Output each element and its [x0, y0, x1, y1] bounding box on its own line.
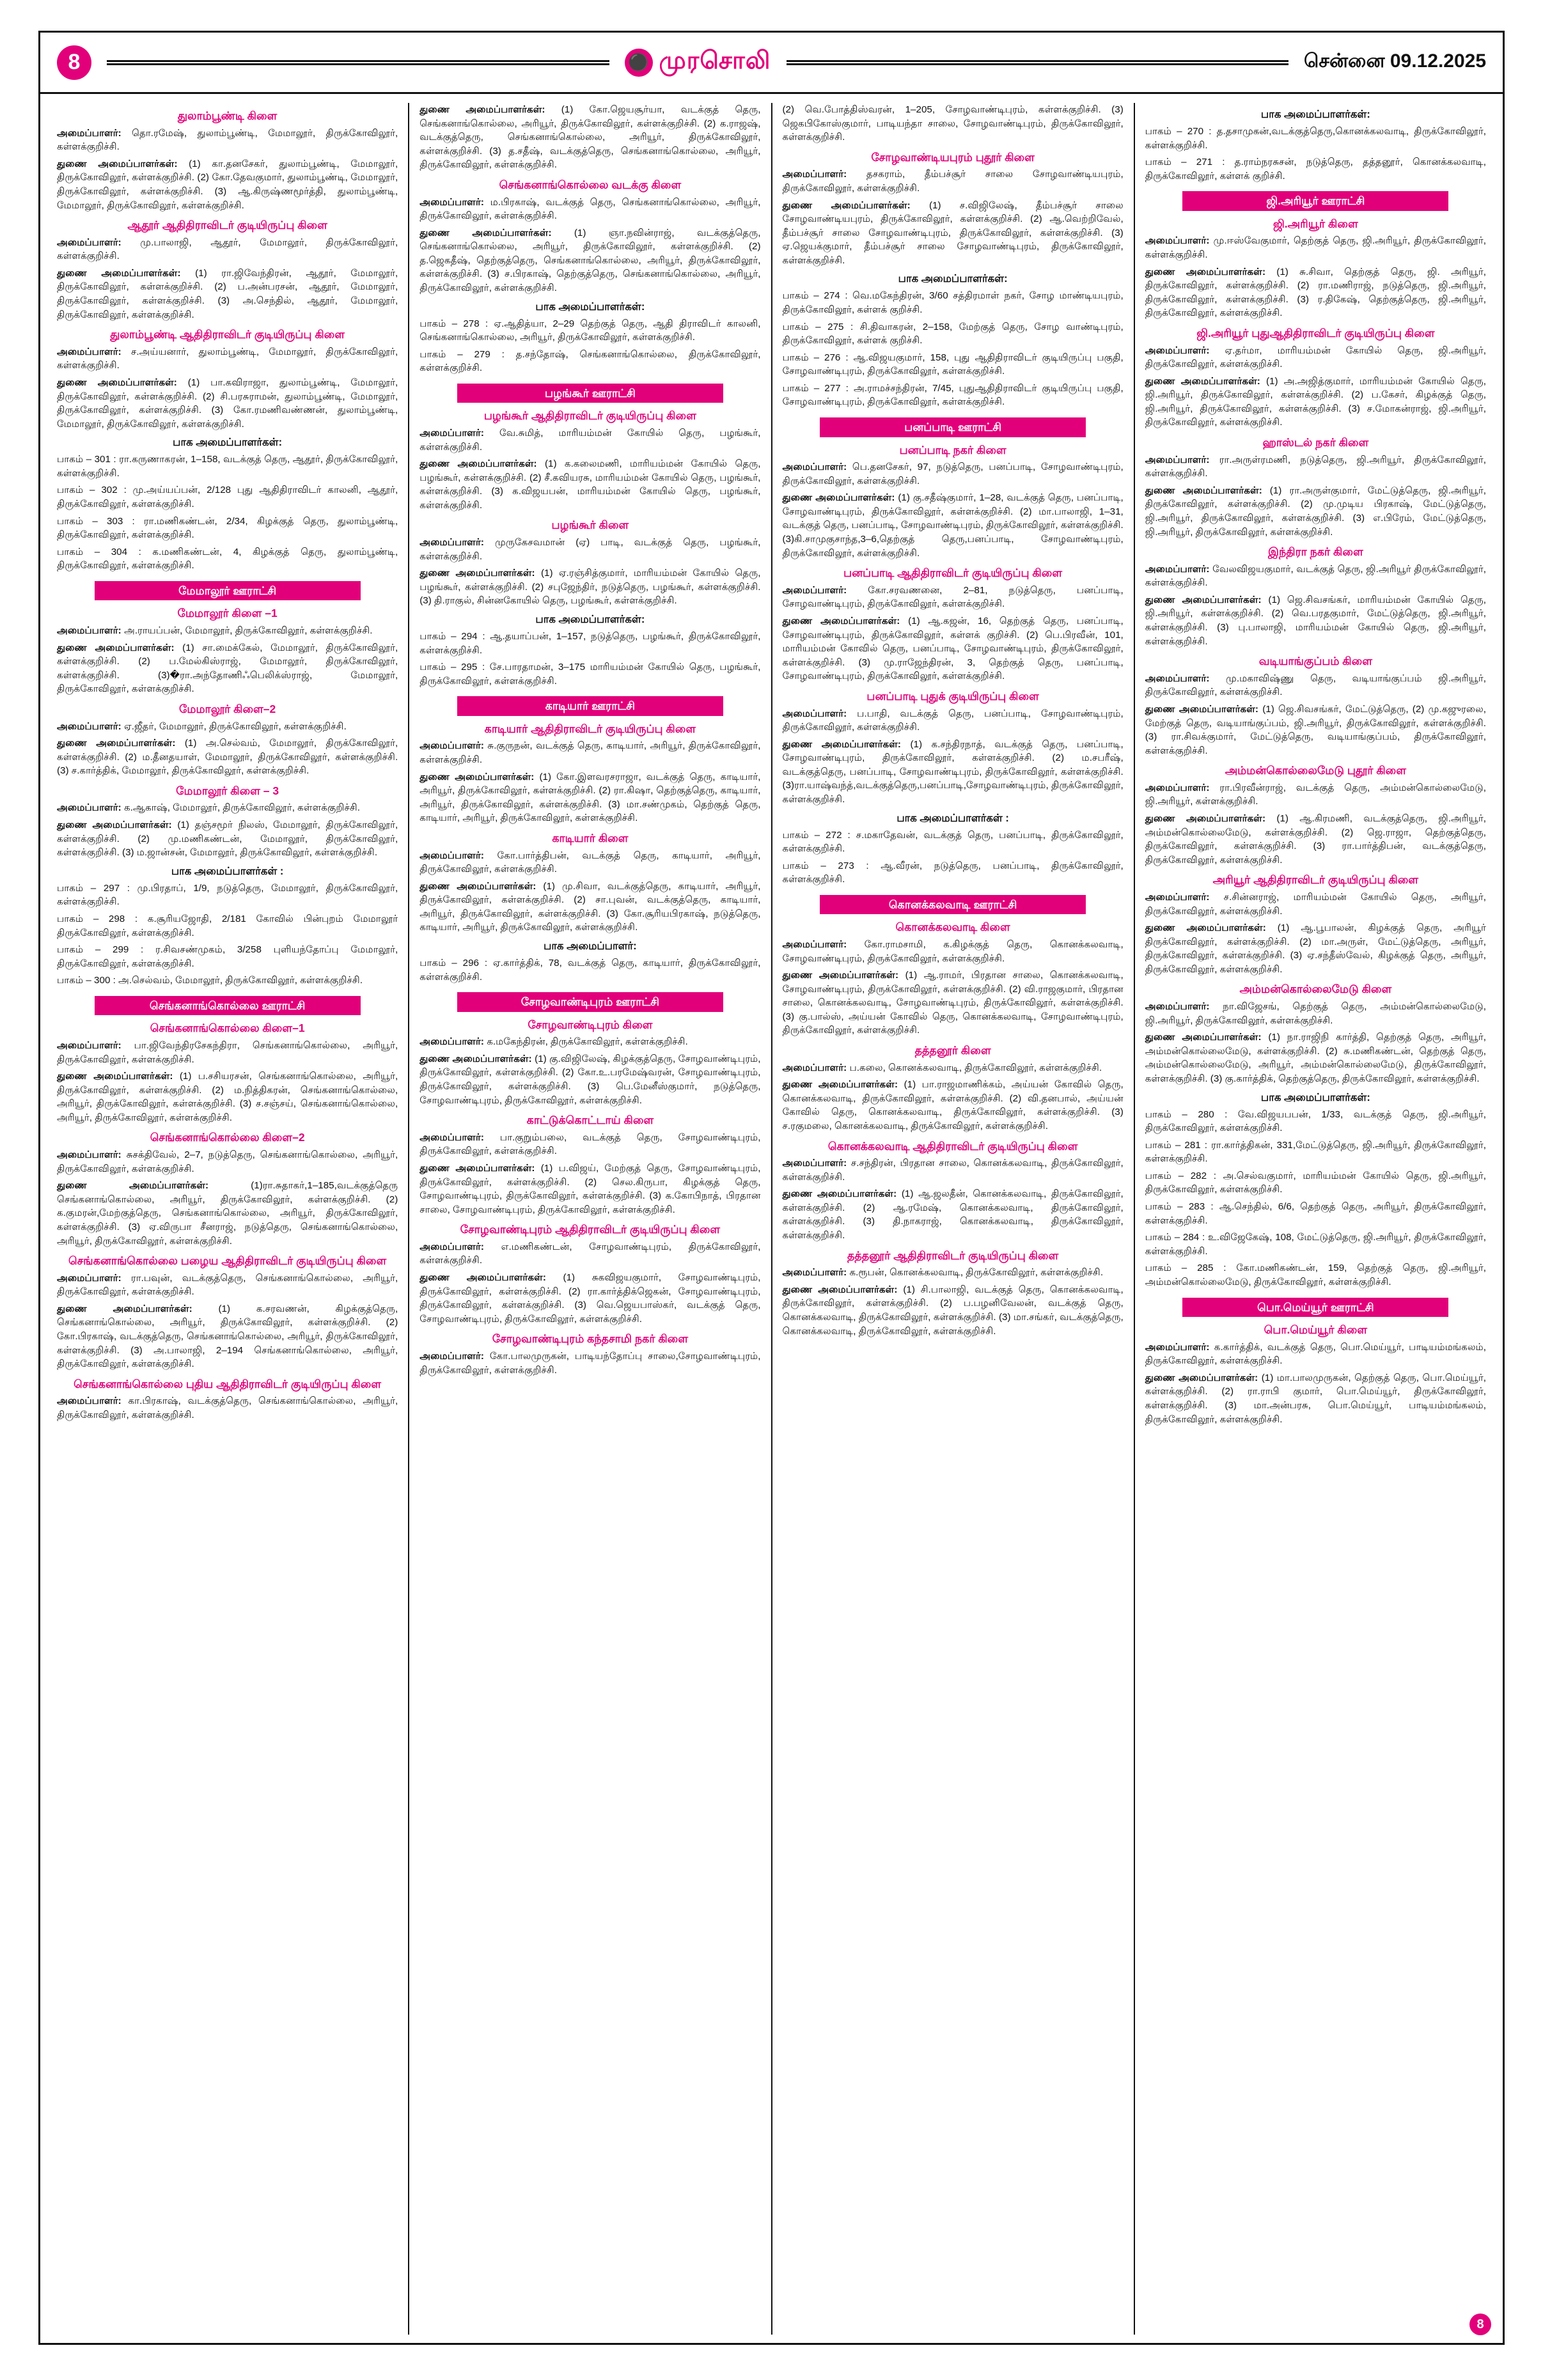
- panchayat-heading: செங்கனாங்கொல்லை ஊராட்சி: [95, 996, 361, 1016]
- branch-heading: பழங்கூர் ஆதிதிராவிடர் குடியிருப்பு கிளை: [483, 409, 696, 423]
- branch-heading: தத்தனூர் ஆதிதிராவிடர் குடியிருப்பு கிளை: [847, 1248, 1059, 1262]
- branch-heading: ஜி.அரியூர் கிளை: [1273, 217, 1358, 230]
- section-subheading: பாக அமைப்பாளர்கள்:: [173, 437, 283, 449]
- body-paragraph: துணை அமைப்பாளர்கள்: (1) மு.சிவா, வடக்குத்தெரு, காடியார், அரியூர், திருக்கோவிலூர், கள்ளக்குறிச்சி. (2) சா.புவன், வடக்குத்தெரு, காடியார், அரியூர், திருக்கோவிலூர், கள்ளக்குறிச்சி. (3) கோ.சூரியபிரகாஷ், நடுத்தெரு, காடியார், அரியூர், திருக்கோவிலூர், கள்ளக்குறிச்சி.: [419, 880, 761, 933]
- body-paragraph: அமைப்பாளர்: ச.சந்திரன், பிரதான சாலை, கொனக்கலவாடி, திருக்கோவிலூர், கள்ளக்குறிச்சி.: [782, 1158, 1124, 1183]
- body-paragraph: துணை அமைப்பாளர்கள்: (1) பா.ராஜமாணிக்கம், அய்யன் கோவில் தெரு, கொனக்கலவாடி, திருக்கோவிலூர், கள்ளக்குறிச்சி. (2) வி.தனபால், அய்யன் கோவில் தெரு, கொனக்கலவாடி, திருக்கோவிலூர், கள்ளக்குறிச்சி. (3) ச.ரகுமலை, கொனக்கலவாடி, திருக்கோவிலூர், கள்ளக்குறிச்சி.: [782, 1079, 1124, 1132]
- body-paragraph: அமைப்பாளர்: க.கார்த்திக், வடக்குத் தெரு, பொ.மெய்யூர், பாடியம்மங்கலம், திருக்கோவிலூர், கள்ளக்குறிச்சி.: [1145, 1341, 1486, 1367]
- panchayat-heading: கொனக்கலவாடி ஊராட்சி: [820, 895, 1086, 915]
- branch-heading: ஆதூர் ஆதிதிராவிடர் குடியிருப்பு கிளை: [127, 219, 327, 232]
- body-paragraph: துணை அமைப்பாளர்கள்: (1) ஞா.நவின்ராஜ், வடக்குத்தெரு, செங்கனாங்கொல்லை, அரியூர், திருக்கோவிலூர், கள்ளக்குறிச்சி. (2) த.ஜெகதீஷ், தெற்குத்தெரு, செங்கனாங்கொல்லை, அரியூர், திருக்கோவிலூர், கள்ளக்குறிச்சி. (3) ச.பிரகாஷ், தெற்குத்தெரு, செங்கனாங்கொல்லை, அரியூர், திருக்கோவிலூர், கள்ளக்குறிச்சி.: [419, 227, 761, 293]
- body-paragraph: துணை அமைப்பாளர்கள்: (1) சா.மைக்கேல், மேமாலூர், திருக்கோவிலூர், கள்ளக்குறிச்சி. (2) ப.மேல்கிஸ்ராஜ், மேமாலூர், திருக்கோவிலூர், கள்ளக்குறிச்சி. (3)�ரா.அந்தோணிஃபெலிக்ஸ்ராஜ், மேமாலூர், திருக்கோவிலூர், கள்ளக்குறிச்சி.: [57, 642, 398, 695]
- footer-page-number: 8: [1469, 2314, 1491, 2335]
- body-paragraph: பாகம் – 275 : சி.திவாகரன், 2–158, மேற்குத் தெரு, சோழ வாண்டிபுரம், திருக்கோவிலூர், கள்ளக் குறிச்சி.: [782, 321, 1124, 346]
- branch-heading: செங்கனாங்கொல்லை கிளை–1: [150, 1022, 305, 1035]
- section-subheading: பாக அமைப்பாளர்கள் :: [897, 812, 1009, 824]
- branch-heading: அம்மன்கொல்லைமேடு புதூர் கிளை: [1225, 764, 1407, 777]
- section-subheading: பாக அமைப்பாளர்கள்:: [898, 273, 1008, 285]
- body-paragraph: துணை அமைப்பாளர்கள்: (1) க.சரவணன், கிழக்குத்தெரு, செங்கனாங்கொல்லை, அரியூர், திருக்கோவிலூர், கள்ளக்குறிச்சி. (2) கோ.பிரகாஷ், வடக்குத்தெரு, செங்கனாங்கொல்லை, அரியூர், திருக்கோவிலூர், கள்ளக்குறிச்சி. (3) அ.பாலாஜி, 2–194 செங்கனாங்கொல்லை, அரியூர், திருக்கோவிலூர், கள்ளக்குறிச்சி.: [57, 1303, 398, 1370]
- body-paragraph: பாகம் – 285 : கோ.மணிகண்டன், 159, தெற்குத் தெரு, ஜி.அரியூர், அம்மன்கொல்லைமேடு, திருக்கோவிலூர், கள்ளக்குறிச்சி.: [1145, 1263, 1486, 1287]
- branch-heading: அரியூர் ஆதிதிராவிடர் குடியிருப்பு கிளை: [1212, 873, 1419, 887]
- column-3: [771, 103, 1134, 2335]
- body-paragraph: துணை அமைப்பாளர்கள்: (1) கோ.இளவரசராஜா, வடக்குத் தெரு, காடியார், அரியூர், திருக்கோவிலூர், கள்ளக்குறிச்சி. (2) ரா.கிஷா, தெற்குத்தெரு, காடியார், அரியூர், திருக்கோவிலூர், கள்ளக்குறிச்சி. (3) மா.சண்முகம், தெற்குத் தெரு, காடியார், அரியூர், திருக்கோவிலூர், கள்ளக்குறிச்சி.: [419, 771, 761, 824]
- body-paragraph: பாகம் – 281 : ரா.கார்த்திகன், 331,மேட்டுத்தெரு, ஜி.அரியூர், திருக்கோவிலூர், கள்ளக்குறிச்சி.: [1145, 1139, 1486, 1165]
- body-paragraph: அமைப்பாளர்: ச.சின்னராஜ், மாரியம்மன் கோயில் தெரு, அரியூர், திருக்கோவிலூர், கள்ளக்குறிச்சி.: [1145, 892, 1486, 917]
- body-paragraph: அமைப்பாளர்: கோ.பார்த்திபன், வடக்குத் தெரு, காடியார், அரியூர், திருக்கோவிலூர், கள்ளக்குறிச்சி.: [419, 850, 761, 875]
- body-paragraph: துணை அமைப்பாளர்கள்: (1) சு.சிவா, தெற்குத் தெரு, ஜி. அரியூர், திருக்கோவிலூர், கள்ளக்குறிச்சி. (2) ரா.மணிராஜ், நடுத்தெரு, ஜி.அரியூர், திருக்கோவிலூர், கள்ளக்குறிச்சி. (3) ர.திகேஷ், தெற்குத்தெரு, ஜி.அரியூர், திருக்கோவிலூர், கள்ளக்குறிச்சி.: [1145, 266, 1486, 319]
- body-paragraph: பாகம் – 284 : உ.விஜேகேஷ், 108, மேட்டுத்தெரு, ஜி.அரியூர், திருக்கோவிலூர், கள்ளக்குறிச்சி.: [1145, 1232, 1486, 1257]
- branch-heading: ஜி.அரியூர் புதுஆதிதிராவிடர் குடியிருப்பு கிளை: [1196, 326, 1435, 339]
- page-number-badge: 8: [57, 45, 91, 80]
- section-subheading: பாக அமைப்பாளர்கள்:: [1260, 1091, 1370, 1103]
- body-paragraph: அமைப்பாளர்: அ.ராயப்பன், மேமாலூர், திருக்கோவிலூர், கள்ளக்குறிச்சி.: [57, 625, 373, 637]
- body-paragraph: பாகம் – 295 : சே.பாரதாமன், 3–175 மாரியம்மன் கோயில் தெரு, பழங்கூர், திருக்கோவிலூர், கள்ளக்குறிச்சி.: [419, 662, 761, 687]
- body-paragraph: துணை அமைப்பாளர்கள்: (1) க.கலைமணி, மாரியம்மன் கோயில் தெரு, பழங்கூர், கள்ளக்குறிச்சி. (2) சீ.கவியரசு, மாரியம்மன் கோயில் தெரு, பழங்கூர், கள்ளக்குறிச்சி. (3) க.விஜயபன், மாரியம்மன் கோயில் தெரு, பழங்கூர், கள்ளக்குறிச்சி.: [419, 458, 761, 511]
- branch-heading: சோழவாண்டிபுரம் கந்தசாமி நகர் கிளை: [492, 1332, 689, 1346]
- section-subheading: பாக அமைப்பாளர்கள்:: [535, 300, 645, 313]
- panchayat-heading: சோழவாண்டிபுரம் ஊராட்சி: [457, 992, 723, 1012]
- body-paragraph: பாகம் – 279 : த.சந்தோஷ், செங்கனாங்கொல்லை, திருக்கோவிலூர், கள்ளக்குறிச்சி.: [419, 348, 761, 374]
- body-paragraph: துணை அமைப்பாளர்கள்: (1) ஜெ.சிவசங்கர், மேட்டுத்தெரு, (2) மு.கஜுரலை, மேற்குத் தெரு, வடியாங்குப்பம், ஜி.அரியூர், திருக்கோவிலூர், கள்ளக்குறிச்சி. (3) ரா.சிவக்குமார், மேட்டுத்தெரு, வடியாங்குப்பம், திருக்கோவிலூர், கள்ளக்குறிச்சி.: [1145, 703, 1487, 756]
- body-paragraph: துணை அமைப்பாளர்கள்: (1) ப.விஜய், மேற்குத் தெரு, சோழவாண்டிபுரம், திருக்கோவிலூர், கள்ளக்குறிச்சி. (2) செல.கிருபா, கிழக்குத் தெரு, சோழவாண்டிபுரம், திருக்கோவிலூர், கள்ளக்குறிச்சி. (3) க.கோபிநாத், பிரதான சாலை, சோழவாண்டிபுரம், திருக்கோவிலூர், கள்ளக்குறிச்சி.: [419, 1162, 761, 1215]
- body-paragraph: பாகம் – 270 : த.தசாமுகன்,வடக்குத்தெரு,கொனக்கலவாடி, திருக்கோவிலூர், கள்ளக்குறிச்சி.: [1145, 126, 1486, 151]
- body-paragraph: துணை அமைப்பாளர்கள்: (1) ஆ.ஜலதீன், கொனக்கலவாடி, திருக்கோவிலூர், கள்ளக்குறிச்சி. (2) ஆ.ரமேஷ், கொனக்கலவாடி, திருக்கோவிலூர், கள்ளக்குறிச்சி. (3) தி.நாகராஜ், கொனக்கலவாடி, திருக்கோவிலூர், கள்ளக்குறிச்சி.: [782, 1188, 1124, 1241]
- body-paragraph: அமைப்பாளர்: தொ.ரமேஷ், துலாம்பூண்டி, மேமாலூர், திருக்கோவிலூர், கள்ளக்குறிச்சி.: [57, 127, 398, 153]
- branch-heading: காடியார் கிளை: [552, 831, 629, 844]
- body-paragraph: துணை அமைப்பாளர்கள்: (1) கோ.ஜெயசூர்யா, வடக்குத் தெரு, செங்கனாங்கொல்லை, அரியூர், திருக்கோவிலூர், கள்ளக்குறிச்சி. (2) க.ராஜஷ், வடக்குத்தெரு, செங்கனாங்கொல்லை, அரியூர், திருக்கோவிலூர், கள்ளக்குறிச்சி. (3) த.சதீஷ், வடக்குத்தெரு, செங்கனாங்கொல்லை, அரியூர், திருக்கோவிலூர், கள்ளக்குறிச்சி.: [419, 104, 761, 171]
- body-paragraph: துணை அமைப்பாளர்கள்: (1) சி.பாலாஜி, வடக்குத் தெரு, கொனக்கலவாடி, திருக்கோவிலூர், கள்ளக்குறிச்சி. (2) ப.பழனிவேலன், வடக்குத் தெரு, கொனக்கலவாடி, திருக்கோவிலூர், கள்ளக்குறிச்சி. (3) மா.சங்கர், வடக்குத்தெரு, கொனக்கலவாடி, திருக்கோவிலூர், கள்ளக்குறிச்சி.: [782, 1284, 1124, 1337]
- body-paragraph: அமைப்பாளர்: க.மகேந்திரன், திருக்கோவிலூர், கள்ளக்குறிச்சி.: [419, 1036, 688, 1048]
- body-paragraph: அமைப்பாளர்: ரா.பிரவீன்ராஜ், வடக்குத் தெரு, அம்மன்கொல்லைமேடு, ஜி.அரியூர், கள்ளக்குறிச்சி.: [1145, 782, 1486, 807]
- branch-heading: காட்டுக்கொட்டாய் கிளை: [526, 1114, 654, 1127]
- body-paragraph: பாகம் – 278 : ஏ.ஆதித்யா, 2–29 தெற்குத் தெரு, ஆதி திராவிடர் காலனி, செங்கனாங்கொல்லை, அரியூர், திருக்கோவிலூர், கள்ளக்குறிச்சி.: [419, 318, 761, 343]
- branch-heading: கொனக்கலவாடி கிளை: [895, 921, 1010, 934]
- branch-heading: பனப்பாடி நகர் கிளை: [899, 443, 1006, 456]
- publication-title: முரசொலி: [659, 47, 771, 74]
- body-paragraph: அமைப்பாளர்: வேலவிஜயகுமார், வடக்குத் தெரு, ஜி.அரியூர் திருக்கோவிலூர், கள்ளக்குறிச்சி.: [1145, 563, 1486, 589]
- body-paragraph: அமைப்பாளர்: தசகராம், தீம்பச்சூர் சாலை சோழவாண்டியபுரம், திருக்கோவிலூர், கள்ளக்குறிச்சி.: [782, 169, 1124, 194]
- masthead-logo: [616, 47, 780, 78]
- masthead-rule-left: [107, 60, 609, 65]
- body-paragraph: அமைப்பாளர்: ரா.அருள்ரமணி, நடுத்தெரு, ஜி.அரியூர், திருக்கோவிலூர், கள்ளக்குறிச்சி.: [1145, 454, 1486, 479]
- branch-heading: செங்கனாங்கொல்லை புதிய ஆதிதிராவிடர் குடியிருப்பு கிளை: [74, 1377, 382, 1390]
- body-paragraph: துணை அமைப்பாளர்கள்: (1) கா.தனசேகர், துலாம்பூண்டி, மேமாலூர், திருக்கோவிலூர், கள்ளக்குறிச்சி. (2) கோ.தேவகுமார், துலாம்பூண்டி, மேமாலூர், திருக்கோவிலூர், கள்ளக்குறிச்சி. (3) ஆ.கிருஷ்ணமூர்த்தி, துலாம்பூண்டி, மேமாலூர், திருக்கோவிலூர், கள்ளக்குறிச்சி.: [57, 158, 398, 211]
- panchayat-heading: மேமாலூர் ஊராட்சி: [95, 581, 361, 601]
- newspaper-page: [38, 31, 1505, 2345]
- body-paragraph: துணை அமைப்பாளர்கள்: (1) ரா.அருள்குமார், மேட்டுத்தெரு, ஜி.அரியூர், திருக்கோவிலூர், கள்ளக்குறிச்சி. (2) மு.முடிய பிரகாஷ், மேட்டுத்தெரு, ஜி.அரியூர், திருக்கோவிலூர், கள்ளக்குறிச்சி. (3) எ.பிரேம், மேட்டுத்தெரு, ஜி.அரியூர், திருக்கோவிலூர், கள்ளக்குறிச்சி.: [1145, 485, 1486, 538]
- body-paragraph: துணை அமைப்பாளர்கள்: (1) மா.பாலமுருகன், தெற்குத் தெரு, பொ.மெய்யூர், கள்ளக்குறிச்சி. (2) ரா.ராபி குமார், பொ.மெய்யூர், திருக்கோவிலூர், கள்ளக்குறிச்சி. (3) மா.அன்பரசு, பொ.மெய்யூர், பாடியம்மங்கலம், திருக்கோவிலூர், கள்ளக்குறிச்சி.: [1145, 1372, 1487, 1425]
- body-paragraph: பாகம் – 276 : ஆ.விஜயகுமார், 158, புது ஆதிதிராவிடர் குடியிருப்பு பகுதி, சோழவாண்டிபுரம், திருக்கோவிலூர், கள்ளக்குறிச்சி.: [782, 352, 1124, 377]
- body-paragraph: அமைப்பாளர்: ச.அய்யனார், துலாம்பூண்டி, மேமாலூர், திருக்கோவிலூர், கள்ளக்குறிச்சி.: [57, 346, 398, 371]
- body-paragraph: துணை அமைப்பாளர்கள்: (1) ஆ.ராமர், பிரதான சாலை, கொனக்கலவாடி, சோழவாண்டிபுரம், திருக்கோவிலூர், கள்ளக்குறிச்சி. (2) வி.ராஜகுமார், பிரதான சாலை, கொனக்கலவாடி, சோழவாண்டிபுரம், திருக்கோவிலூர், கள்ளக்குறிச்சி. (3) கு.பால்ஸ், அய்யன் கோவில் தெரு, கொனக்கலவாடி, சோழவாண்டிபுரம், திருக்கோவிலூர், கள்ளக்குறிச்சி.: [782, 970, 1124, 1036]
- panchayat-heading: பனப்பாடி ஊராட்சி: [820, 417, 1086, 437]
- branch-heading: மேமாலூர் கிளை–2: [178, 702, 276, 715]
- branch-heading: ஹாஸ்டல் நகர் கிளை: [1262, 436, 1369, 449]
- body-paragraph: துணை அமைப்பாளர்கள்: (1) க.சந்திரநாத், வடக்குத் தெரு, பனப்பாடி, சோழவாண்டிபுரம், திருக்கோவிலூர், கள்ளக்குறிச்சி. (2) ம.சபரீஷ், வடக்குத்தெரு, பனப்பாடி, சோழவாண்டிபுரம், திருக்கோவிலூர், கள்ளக்குறிச்சி. (3)ரா.யாஷ்வந்த்,வடக்குத்தெரு,பனப்பாடி,சோழவாண்டிபுரம், திருக்கோவிலூர், கள்ளக்குறிச்சி.: [782, 738, 1124, 805]
- body-paragraph: பாகம் – 297 : மு.பிரதாப், 1/9, நடுத்தெரு, மேமாலூர், திருக்கோவிலூர், கள்ளக்குறிச்சி.: [57, 882, 398, 908]
- branch-heading: சோழவாண்டிபுரம் ஆதிதிராவிடர் குடியிருப்பு கிளை: [460, 1223, 721, 1236]
- column-1: [47, 103, 408, 2335]
- body-paragraph: அமைப்பாளர்: மு.மகாவிஷ்ணு தெரு, வடியாங்குப்பம் ஜி.அரியூர், திருக்கோவிலூர், கள்ளக்குறிச்சி.: [1145, 673, 1486, 698]
- body-paragraph: அமைப்பாளர்: ஏ.ஜீதர், மேமாலூர், திருக்கோவிலூர், கள்ளக்குறிச்சி.: [57, 720, 347, 732]
- section-subheading: பாக அமைப்பாளர்:: [544, 940, 637, 952]
- edition-date: சென்னை 09.12.2025: [1304, 50, 1487, 72]
- section-subheading: பாக அமைப்பாளர்கள்:: [535, 613, 645, 625]
- body-paragraph: அமைப்பாளர்: கா.பிரகாஷ், வடக்குத்தெரு, செங்கனாங்கொல்லை, அரியூர், திருக்கோவிலூர், கள்ளக்குறிச்சி.: [57, 1396, 398, 1420]
- body-paragraph: துணை அமைப்பாளர்கள்: (1) பா.கவிராஜா, துலாம்பூண்டி, மேமாலூர், திருக்கோவிலூர், கள்ளக்குறிச்சி. (2) சி.பரசுராமன், துலாம்பூண்டி, மேமாலூர், திருக்கோவிலூர், கள்ளக்குறிச்சி. (3) கோ.ரமணிவண்ணன், துலாம்பூண்டி, மேமாலூர், திருக்கோவிலூர், கள்ளக்குறிச்சி.: [57, 377, 398, 430]
- body-paragraph: அமைப்பாளர்: ப.பாதி, வடக்குத் தெரு, பனப்பாடி, சோழவாண்டிபுரம், திருக்கோவிலூர், கள்ளக்குறிச்சி.: [782, 708, 1124, 733]
- body-paragraph: துணை அமைப்பாளர்கள்: (1) ச.விஜிலேஷ், தீம்பச்சூர் சாலை சோழவாண்டியபுரம், திருக்கோவிலூர், கள்ளக்குறிச்சி. (2) ஆ.வெற்றிவேல், தீம்பச்சூர் சாலை சோழவாண்டிபுரம், திருக்கோவிலூர், கள்ளக்குறிச்சி. (3) ஏ.ஜெயக்குமார், தீம்பச்சூர் சாலை சோழவாண்டிபுரம், திருக்கோவிலூர், கள்ளக்குறிச்சி.: [782, 199, 1124, 266]
- body-paragraph: பாகம் – 301 : ரா.கருணாகரன், 1–158, வடக்குத் தெரு, ஆதூர், திருக்கோவிலூர், கள்ளக்குறிச்சி.: [57, 454, 398, 479]
- body-paragraph: அமைப்பாளர்: பா.ஜிவேந்திரசேகந்திரா, செங்கனாங்கொல்லை, அரியூர், திருக்கோவிலூர், கள்ளக்குறிச்சி.: [57, 1039, 398, 1065]
- section-subheading: பாக அமைப்பாளர்கள் :: [171, 865, 284, 877]
- body-paragraph: அமைப்பாளர்: வே.சுமித், மாரியம்மன் கோயில் தெரு, பழங்கூர், கள்ளக்குறிச்சி.: [419, 428, 761, 453]
- body-paragraph: துணை அமைப்பாளர்கள்: (1) அ.செல்வம், மேமாலூர், திருக்கோவிலூர், கள்ளக்குறிச்சி. (2) ம.தீனதயாள், மேமாலூர், திருக்கோவிலூர், கள்ளக்குறிச்சி. (3) ச.கார்த்திக், மேமாலூர், திருக்கோவிலூர், கள்ளக்குறிச்சி.: [57, 738, 398, 777]
- branch-heading: அம்மன்கொல்லைமேடு கிளை: [1239, 983, 1392, 996]
- body-paragraph: பாகம் – 282 : அ.செல்வகுமார், மாரியம்மன் கோயில் தெரு, ஜி.அரியூர், திருக்கோவிலூர், கள்ளக்குறிச்சி.: [1145, 1170, 1486, 1195]
- body-paragraph: பாகம் – 280 : வே.விஜயபபன், 1/33, வடக்குத் தெரு, ஜி.அரியூர், திருக்கோவிலூர், கள்ளக்குறிச்சி.: [1145, 1108, 1486, 1134]
- body-paragraph: பாகம் – 274 : வெ.மகேந்திரன், 3/60 சத்திரமாள் நகர், சோழ மாண்டியபுரம், திருக்கோவிலூர், கள்ளக் குறிச்சி.: [782, 290, 1124, 315]
- branch-heading: தத்தனூர் கிளை: [914, 1044, 991, 1057]
- elephant-icon: ⚫: [625, 49, 653, 77]
- body-paragraph: அமைப்பாளர்: பா.குறும்பலை, வடக்குத் தெரு, சோழவாண்டிபுரம், திருக்கோவிலூர், கள்ளக்குறிச்சி.: [419, 1132, 761, 1157]
- body-paragraph: அமைப்பாளர்: கோ.ராமசாமி, க.கிழக்குத் தெரு, கொனக்கலவாடி, சோழவாண்டிபுரம், திருக்கோவிலூர், கள்ளக்குறிச்சி.: [782, 938, 1124, 964]
- body-paragraph: துணை அமைப்பாளர்கள்: (1) ரா.ஜிவேந்திரன், ஆதூர், மேமாலூர், திருக்கோவிலூர், கள்ளக்குறிச்சி. (2) ப.அன்பரசன், ஆதூர், மேமாலூர், திருக்கோவிலூர், கள்ளக்குறிச்சி. (3) அ.செந்தில், ஆதூர், மேமாலூர், திருக்கோவிலூர், கள்ளக்குறிச்சி.: [57, 267, 398, 320]
- branch-heading: பழங்கூர் கிளை: [551, 518, 629, 532]
- body-paragraph: பாகம் – 277 : அ.ராமச்சந்திரன், 7/45, புதுஆதிதிராவிடர் குடியிருப்பு பகுதி, சோழவாண்டிபுரம், திருக்கோவிலூர், கள்ளக்குறிச்சி.: [782, 382, 1124, 408]
- body-paragraph: அமைப்பாளர்: சுசக்திவேல், 2–7, நடுத்தெரு, செங்கனாங்கொல்லை, அரியூர், திருக்கோவிலூர், கள்ளக்குறிச்சி.: [57, 1149, 398, 1174]
- body-paragraph: பாகம் – 303 : ரா.மணிகண்டன், 2/34, கிழக்குத் தெரு, துலாம்பூண்டி, திருக்கோவிலூர், கள்ளக்குறிச்சி.: [57, 515, 398, 541]
- body-paragraph: அமைப்பாளர்: ம.பிரகாஷ், வடக்குத் தெரு, செங்கனாங்கொல்லை, அரியூர், திருக்கோவிலூர், கள்ளக்குறிச்சி.: [419, 196, 761, 222]
- body-paragraph: துணை அமைப்பாளர்கள்: (1) தஞ்சமூர் நிலஸ், மேமாலூர், திருக்கோவிலூர், கள்ளக்குறிச்சி. (2) மு.மணிகண்டன், மேமாலூர், திருக்கோவிலூர், கள்ளக்குறிச்சி. (3) ம.ஜான்சன், மேமாலூர், திருக்கோவிலூர், கள்ளக்குறிச்சி.: [57, 820, 398, 859]
- body-paragraph: துணை அமைப்பாளர்கள்: (1) ப.சசியரசன், செங்கனாங்கொல்லை, அரியூர், திருக்கோவிலூர், கள்ளக்குறிச்சி. (2) ம.நித்திகரன், செங்கனாங்கொல்லை, அரியூர், திருக்கோவிலூர், கள்ளக்குறிச்சி. (3) ச.சஞ்சய், செங்கனாங்கொல்லை, அரியூர், திருக்கோவிலூர், கள்ளக்குறிச்சி.: [57, 1071, 398, 1123]
- body-paragraph: பாகம் – 271 : த.ராம்நரசுசன், நடுத்தெரு, தத்தனூர், கொனக்கலவாடி, திருக்கோவிலூர், கள்ளக் குறிச்சி.: [1145, 157, 1486, 182]
- branch-heading: காடியார் ஆதிதிராவிடர் குடியிருப்பு கிளை: [484, 722, 696, 735]
- body-paragraph: (2) வெ.போத்திஸ்வரன், 1–205, சோழவாண்டிபுரம், கள்ளக்குறிச்சி. (3) ஜெகபிகோஸ்குமார், பாடியந்தா சாலை, சோழவாண்டிபுரம், திருக்கோவிலூர், கள்ளக்குறிச்சி.: [782, 104, 1124, 143]
- body-paragraph: அமைப்பாளர்: முருகேசவமான் (ஏ) பாடி, வடக்குத் தெரு, பழங்கூர், கள்ளக்குறிச்சி.: [419, 537, 761, 562]
- body-paragraph: அமைப்பாளர்: மு.ஈஸ்வேகுமார், தெற்குத் தெரு, ஜி.அரியூர், திருக்கோவிலூர், கள்ளக்குறிச்சி.: [1145, 235, 1486, 261]
- branch-heading: பனப்பாடி ஆதிதிராவிடர் குடியிருப்பு கிளை: [843, 566, 1063, 580]
- body-paragraph: அமைப்பாளர்: பெ.தனசேகர், 97, நடுத்தெரு, பனப்பாடி, சோழவாண்டிபுரம், திருக்கோவிலூர், கள்ளக்குறிச்சி.: [782, 462, 1124, 486]
- body-paragraph: அமைப்பாளர்: மு.பாலாஜி, ஆதூர், மேமாலூர், திருக்கோவிலூர், கள்ளக்குறிச்சி.: [57, 237, 398, 262]
- branch-heading: சோழவாண்டிபுரம் கிளை: [528, 1018, 653, 1031]
- body-paragraph: பாகம் – 299 : ர.சிவசண்முகம், 3/258 புளியந்தோப்பு மேமாலூர், திருக்கோவிலூர், கள்ளக்குறிச்சி.: [57, 944, 398, 969]
- body-paragraph: பாகம் – 300 : அ.செல்வம், மேமாலூர், திருக்கோவிலூர், கள்ளக்குறிச்சி.: [57, 975, 363, 986]
- body-paragraph: பாகம் – 302 : மு.அய்யப்பன், 2/128 புது ஆதிதிராவிடர் காலனி, ஆதூர், திருக்கோவிலூர், கள்ளக்குறிச்சி.: [57, 485, 398, 510]
- body-paragraph: அமைப்பாளர்: சு.குருநன், வடக்குத் தெரு, காடியார், அரியூர், திருக்கோவிலூர், கள்ளக்குறிச்சி.: [419, 740, 761, 765]
- body-paragraph: துணை அமைப்பாளர்கள்: (1) ஏ.ரஞ்சித்குமார், மாரியம்மன் கோயில் தெரு, பழங்கூர், கள்ளக்குறிச்சி. (2) சபுஜேந்திர், நடுத்தெரு, பழங்கூர், கள்ளக்குறிச்சி. (3) தி.ராகுல், சின்னகோயில் தெரு, பழங்கூர், கள்ளக்குறிச்சி.: [419, 568, 761, 607]
- body-paragraph: பாகம் – 294 : ஆ.தயாப்பன், 1–157, நடுத்தெரு, பழங்கூர், திருக்கோவிலூர், கள்ளக்குறிச்சி.: [419, 630, 761, 656]
- body-paragraph: துணை அமைப்பாளர்கள்: (1) ஆ.கிரமணி, வடக்குத்தெரு, ஜி.அரியூர், அம்மன்கொல்லைமேடு, கள்ளக்குறிச்சி. (2) ஜெ.ராஜா, தெற்குத்தெரு, திருக்கோவிலூர், கள்ளக்குறிச்சி. (3) ரா.பார்த்திபன், வடக்குத்தெரு, திருக்கோவிலூர், கள்ளக்குறிச்சி.: [1145, 813, 1486, 866]
- branch-heading: பொ.மெய்யூர் கிளை: [1264, 1323, 1368, 1336]
- panchayat-heading: பழங்கூர் ஊராட்சி: [457, 384, 723, 403]
- body-paragraph: பாகம் – 283 : ஆ.செந்தில், 6/6, தெற்குத் தெரு, அரியூர், திருக்கோவிலூர், கள்ளக்குறிச்சி.: [1145, 1201, 1486, 1226]
- body-paragraph: அமைப்பாளர்: ப.கலை, கொனக்கலவாடி, திருக்கோவிலூர், கள்ளக்குறிச்சி.: [782, 1062, 1102, 1073]
- body-paragraph: அமைப்பாளர்: ரா.பவுன், வடக்குத்தெரு, செங்கனாங்கொல்லை, அரியூர், திருக்கோவிலூர், கள்ளக்குறிச்சி.: [57, 1272, 398, 1298]
- body-paragraph: துணை அமைப்பாளர்கள்: (1) நா.ராஜிநி கார்த்தி, தெற்குத் தெரு, அரியூர், அம்மன்கொல்லைமேடு, கள்ளக்குறிச்சி. (2) சு.மணிகண்டன், தெற்குத் தெரு, அம்மன்கொல்லைமேடு, அரியூர், அம்மன்கொல்லைமேடு, திருக்கோவிலூர், கள்ளக்குறிச்சி. (3) கு.கார்த்திக், தெற்குத்தெரு, திருக்கோவிலூர், கள்ளக்குறிச்சி.: [1145, 1032, 1486, 1084]
- body-paragraph: அமைப்பாளர்: கோ.சரவணனை, 2–81, நடுத்தெரு, பனப்பாடி, சோழவாண்டிபுரம், திருக்கோவிலூர், கள்ளக்குறிச்சி.: [782, 584, 1124, 610]
- body-paragraph: அமைப்பாளர்: எ.மணிகண்டன், சோழவாண்டிபுரம், திருக்கோவிலூர், கள்ளக்குறிச்சி.: [419, 1241, 761, 1266]
- panchayat-heading: ஜி.அரியூர் ஊராட்சி: [1182, 191, 1448, 211]
- body-paragraph: துணை அமைப்பாளர்கள்: (1)ரா.சுதாகர்,1–185,வடக்குத்தெரு செங்கனாங்கொல்லை, அரியூர், திருக்கோவிலூர், கள்ளக்குறிச்சி. (2) க.குமரன்,மேற்குத்தெரு, செங்கனாங்கொல்லை, அரியூர், திருக்கோவிலூர், கள்ளக்குறிச்சி. (3) ஏ.விருபா சீனராஜ், நடுத்தெரு, செங்கனாங்கொல்லை, அரியூர், திருக்கோவிலூர், கள்ளக்குறிச்சி.: [57, 1180, 398, 1247]
- branch-heading: செங்கனாங்கொல்லை பழைய ஆதிதிராவிடர் குடியிருப்பு கிளை: [68, 1254, 387, 1268]
- section-subheading: பாக அமைப்பாளர்கள்:: [1260, 109, 1370, 120]
- body-paragraph: அமைப்பாளர்: க.ரூபன், கொனக்கலவாடி, திருக்கோவிலூர், கள்ளக்குறிச்சி.: [782, 1267, 1104, 1279]
- body-paragraph: அமைப்பாளர்: ஏ.தர்மா, மாரியம்மன் கோயில் தெரு, ஜி.அரியூர், திருக்கோவிலூர், கள்ளக்குறிச்சி.: [1145, 345, 1486, 370]
- masthead-rule-right: [787, 60, 1289, 65]
- body-paragraph: அமைப்பாளர்: க.ஆகாஷ், மேமாலூர், திருக்கோவிலூர், கள்ளக்குறிச்சி.: [57, 802, 361, 814]
- body-paragraph: பாகம் – 298 : க.சூரியஜோதி, 2/181 கோவில் பின்புறம் மேமாலூர் திருக்கோவிலூர், கள்ளக்குறிச்சி.: [57, 913, 398, 938]
- branch-heading: இந்திரா நகர் கிளை: [1268, 545, 1363, 559]
- masthead: [40, 33, 1503, 94]
- body-paragraph: பாகம் – 272 : ச.மகாதேவன், வடக்குத் தெரு, பனப்பாடி, திருக்கோவிலூர், கள்ளக்குறிச்சி.: [782, 829, 1124, 855]
- branch-heading: பனப்பாடி புதுக் குடியிருப்பு கிளை: [866, 689, 1039, 703]
- body-paragraph: துணை அமைப்பாளர்கள்: (1) கு.விஜிலேஷ், கிழக்குத்தெரு, சோழவாண்டிபுரம், திருக்கோவிலூர், கள்ளக்குறிச்சி. (2) கோ.உ.பரமேஷ்வரன், சோழவாண்டிபுரம், திருக்கோவிலூர், கள்ளக்குறிச்சி. (3) பெ.மேனீஸ்குமார், நடுத்தெரு, சோழவாண்டிபுரம், திருக்கோவிலூர், கள்ளக்குறிச்சி.: [419, 1053, 761, 1106]
- article-columns: [40, 94, 1503, 2341]
- branch-heading: வடியாங்குப்பம் கிளை: [1258, 655, 1373, 668]
- body-paragraph: அமைப்பாளர்: கோ.பாலமுருகன், பாடியந்தோப்பு சாலை,சோழவாண்டிபுரம், திருக்கோவிலூர், கள்ளக்குறிச்சி.: [419, 1350, 761, 1376]
- branch-heading: துலாம்பூண்டி ஆதிதிராவிடர் குடியிருப்பு கிளை: [110, 328, 345, 341]
- body-paragraph: துணை அமைப்பாளர்கள்: (1) ஆ.கஜன், 16, தெற்குத் தெரு, பனப்பாடி, சோழவாண்டிபுரம், திருக்கோவிலூர், கள்ளக் குறிச்சி. (2) பெ.பிரவீன், 101, மாரியம்மன் கோவில் தெரு, பனப்பாடி, சோழவாண்டிபுரம், திருக்கோவிலூர், கள்ளக்குறிச்சி. (3) மு.ராஜேந்திரன், 3, தெற்குத் தெரு, பனப்பாடி, சோழவாண்டிபுரம், திருக்கோவிலூர், கள்ளக்குறிச்சி.: [782, 615, 1124, 682]
- column-2: [408, 103, 771, 2335]
- body-paragraph: துணை அமைப்பாளர்கள்: (1) ஆ.பூபாலன், கிழக்குத் தெரு, அரியூர் திருக்கோவிலூர், கள்ளக்குறிச்சி. (2) மா.அருள், மேட்டுத்தெரு, அரியூர், திருக்கோவிலூர், கள்ளக்குறிச்சி. (3) ஏ.சந்தீஸ்வேல், கிழக்குத் தெரு, அரியூர், திருக்கோவிலூர், கள்ளக்குறிச்சி.: [1145, 922, 1486, 975]
- branch-heading: செங்கனாங்கொல்லை வடக்கு கிளை: [499, 178, 682, 191]
- panchayat-heading: பொ.மெய்யூர் ஊராட்சி: [1182, 1298, 1448, 1318]
- branch-heading: மேமாலூர் கிளை – 3: [176, 784, 279, 797]
- body-paragraph: துணை அமைப்பாளர்கள்: (1) கு.சதீஷ்குமார், 1–28, வடக்குத் தெரு, பனப்பாடி, சோழவாண்டிபுரம், திருக்கோவிலூர், கள்ளக்குறிச்சி. (2) மா.பாலாஜி, 1–31, வடக்குத் தெரு, பனப்பாடி, சோழவாண்டிபுரம், திருக்கோவிலூர், கள்ளக்குறிச்சி. (3)கி.சாமுகுசாந்த,3–6,தெற்குத் தெரு,பனப்பாடி, சோழவாண்டிபுரம், திருக்கோவிலூர், கள்ளக்குறிச்சி.: [782, 492, 1124, 559]
- body-paragraph: துணை அமைப்பாளர்கள்: (1) சுகவிஜயகுமார், சோழவாண்டிபுரம், திருக்கோவிலூர், கள்ளக்குறிச்சி. (2) ரா.கார்த்திக்ஜெகன், சோழவாண்டிபுரம், திருக்கோவிலூர், கள்ளக்குறிச்சி. (3) வெ.ஜெயபாஸ்கர், வடக்குத் தெரு, சோழவாண்டிபுரம், திருக்கோவிலூர், கள்ளக்குறிச்சி.: [419, 1272, 761, 1325]
- branch-heading: செங்கனாங்கொல்லை கிளை–2: [150, 1131, 305, 1144]
- body-paragraph: பாகம் – 296 : ஏ.கார்த்திக், 78, வடக்குத் தெரு, காடியார், திருக்கோவிலூர், கள்ளக்குறிச்சி.: [419, 957, 761, 983]
- body-paragraph: துணை அமைப்பாளர்கள்: (1) அ.அஜித்குமார், மாரியம்மன் கோயில் தெரு, ஜி.அரியூர், திருக்கோவிலூர், கள்ளக்குறிச்சி. (2) ப.கேசர், கிழக்குத் தெரு, ஜி.அரியூர், திருக்கோவிலூர், கள்ளக்குறிச்சி. (3) ச.மோகன்ராஜ், ஜி.அரியூர், திருக்கோவிலூர், கள்ளக்குறிச்சி.: [1145, 375, 1486, 428]
- body-paragraph: பாகம் – 304 : க.மணிகண்டன், 4, கிழக்குத் தெரு, துலாம்பூண்டி, திருக்கோவிலூர், கள்ளக்குறிச்சி.: [57, 546, 398, 572]
- body-paragraph: பாகம் – 273 : ஆ.வீரன், நடுத்தெரு, பனப்பாடி, திருக்கோவிலூர், கள்ளக்குறிச்சி.: [782, 860, 1124, 885]
- branch-heading: துலாம்பூண்டி கிளை: [177, 109, 278, 122]
- branch-heading: கொனக்கலவாடி ஆதிதிராவிடர் குடியிருப்பு கிளை: [827, 1139, 1078, 1153]
- body-paragraph: துணை அமைப்பாளர்கள்: (1) ஜெ.சிவசங்கர், மாரியம்மன் கோயில் தெரு, ஜி.அரியூர், கள்ளக்குறிச்சி. (2) வெ.பரதகுமார், மேட்டுத்தெரு, ஜி.அரியூர், கள்ளக்குறிச்சி. (3) பு.பாலாஜி, மாரியம்மன் கோயில் தெரு, ஜி.அரியூர், கள்ளக்குறிச்சி.: [1145, 594, 1486, 647]
- body-paragraph: அமைப்பாளர்: நா.விஜேசங், தெற்குத் தெரு, அம்மன்கொல்லைமேடு, ஜி.அரியூர், திருக்கோவிலூர், கள்ளக்குறிச்சி.: [1145, 1001, 1486, 1026]
- column-4: [1134, 103, 1496, 2335]
- panchayat-heading: காடியார் ஊராட்சி: [457, 696, 723, 716]
- branch-heading: சோழவாண்டியபுரம் புதூர் கிளை: [871, 150, 1035, 164]
- branch-heading: மேமாலூர் கிளை –1: [177, 607, 278, 620]
